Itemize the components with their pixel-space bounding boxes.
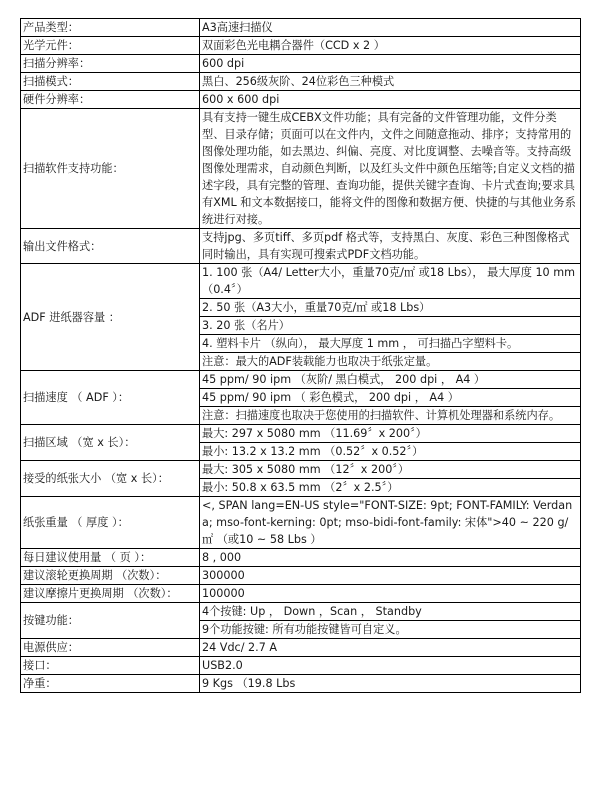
spec-value-cell: 9 Kgs （19.8 Lbs: [200, 675, 581, 693]
spec-value-cell: 300000: [200, 567, 581, 585]
spec-value-cell: 24 Vdc/ 2.7 A: [200, 639, 581, 657]
spec-row: [21, 657, 581, 675]
spec-row: [21, 549, 581, 567]
spec-label-cell: 每日建议使用量 （ 页 ）：: [21, 549, 200, 567]
spec-value-cell: 45 ppm/ 90 ipm （灰阶/ 黑白模式， 200 dpi ， A4 ）: [200, 371, 581, 389]
spec-label-cell: 产品类型：: [21, 19, 200, 37]
spec-label-cell: 建议摩擦片更换周期 （次数）：: [21, 585, 200, 603]
spec-label-cell: ADF 进纸器容量 ：: [21, 264, 200, 371]
spec-label-cell: 硬件分辨率：: [21, 91, 200, 109]
spec-row: [21, 55, 581, 73]
spec-value-cell: 4. 塑料卡片 （纵向）， 最大厚度 1 mm ， 可扫描凸字塑料卡。: [200, 335, 581, 353]
spec-value-cell: 600 dpi: [200, 55, 581, 73]
spec-value-cell: 双面彩色光电耦合器件（CCD x 2 ）: [200, 37, 581, 55]
spec-row: [21, 675, 581, 693]
spec-value-cell: 45 ppm/ 90 ipm （ 彩色模式， 200 dpi ， A4 ）: [200, 389, 581, 407]
spec-value-cell: 最大: 297 x 5080 mm （11.69〞x 200〞）: [200, 425, 581, 443]
spec-row: [21, 73, 581, 91]
spec-label-cell: 扫描分辨率：: [21, 55, 200, 73]
spec-row: [21, 37, 581, 55]
spec-value-cell: <, SPAN lang=EN-US style="FONT-SIZE: 9pt; FONT-FAMILY: Verdana; mso-font-kerning: 0pt; mso-bidi-font-family: 宋体">40 ~ 220 g/㎡ （或10 ~ 58 Lbs ）: [200, 497, 581, 549]
spec-label-cell: 纸张重量 （ 厚度 ）：: [21, 497, 200, 549]
spec-label-cell: 接口：: [21, 657, 200, 675]
spec-label-cell: 扫描软件支持功能：: [21, 109, 200, 229]
spec-value-cell: 1. 100 张（A4/ Letter大小，重量70克/㎡ 或18 Lbs）， 最大厚度 10 mm （0.4〞）: [200, 264, 581, 299]
spec-table-body: [21, 19, 581, 693]
spec-value-cell: 注意：最大的ADF装载能力也取决于纸张定量。: [200, 353, 581, 371]
spec-value-cell: 3. 20 张（名片）: [200, 317, 581, 335]
spec-row: [21, 567, 581, 585]
spec-value-cell: 最小: 13.2 x 13.2 mm （0.52〞x 0.52〞）: [200, 443, 581, 461]
spec-value-cell: 600 x 600 dpi: [200, 91, 581, 109]
spec-value-cell: 注意：扫描速度也取决于您使用的扫描软件、计算机处理器和系统内存。: [200, 407, 581, 425]
spec-label-cell: 建议滚轮更换周期 （次数）：: [21, 567, 200, 585]
spec-row: [21, 461, 581, 479]
spec-row: [21, 425, 581, 443]
spec-label-cell: 扫描模式：: [21, 73, 200, 91]
spec-value-cell: 具有支持一键生成CEBX文件功能；具有完备的文件管理功能，文件分类型、目录存储；页面可以在文件内，文件之间随意拖动、排序；支持常用的图像处理功能，如去黑边、纠偏、亮度、对比度调整、去噪音等。支持高级图像处理需求，自动颜色判断，以及红头文件中颜色压缩等;自定义文档的描述字段，具有完整的管理、查询功能，提供关键字查询、卡片式查询;要求具有XML 和文本数据接口，能将文件的图像和数据方便、快捷的与其他业务系统进行对接。: [200, 109, 581, 229]
spec-row: [21, 497, 581, 549]
spec-table: [20, 18, 581, 693]
spec-row: [21, 371, 581, 389]
spec-value-cell: USB2.0: [200, 657, 581, 675]
spec-label-cell: 扫描速度 （ ADF ）：: [21, 371, 200, 425]
spec-value-cell: 9个功能按键: 所有功能按键皆可自定义。: [200, 621, 581, 639]
spec-label-cell: 光学元件：: [21, 37, 200, 55]
spec-row: [21, 639, 581, 657]
spec-row: [21, 109, 581, 229]
spec-row: [21, 229, 581, 264]
spec-value-cell: 8 , 000: [200, 549, 581, 567]
spec-label-cell: 按键功能：: [21, 603, 200, 639]
spec-value-cell: 100000: [200, 585, 581, 603]
spec-label-cell: 扫描区域 （宽 x 长）：: [21, 425, 200, 461]
spec-value-cell: 黑白、256级灰阶、24位彩色三种模式: [200, 73, 581, 91]
spec-row: [21, 264, 581, 299]
spec-value-cell: 最大: 305 x 5080 mm （12〞x 200〞）: [200, 461, 581, 479]
spec-value-cell: 支持jpg、多页tiff、多页pdf 格式等，支持黑白、灰度、彩色三种图像格式同时输出，具有实现可搜索式PDF文档功能。: [200, 229, 581, 264]
spec-row: [21, 91, 581, 109]
spec-value-cell: 2. 50 张（A3大小，重量70克/㎡ 或18 Lbs）: [200, 299, 581, 317]
spec-value-cell: 4个按键: Up ， Down ，Scan ， Standby: [200, 603, 581, 621]
spec-label-cell: 接受的纸张大小 （宽 x 长）：: [21, 461, 200, 497]
spec-label-cell: 输出文件格式：: [21, 229, 200, 264]
spec-value-cell: A3高速扫描仪: [200, 19, 581, 37]
spec-row: [21, 19, 581, 37]
spec-label-cell: 净重：: [21, 675, 200, 693]
spec-row: [21, 603, 581, 621]
spec-label-cell: 电源供应：: [21, 639, 200, 657]
spec-row: [21, 585, 581, 603]
spec-value-cell: 最小: 50.8 x 63.5 mm （2〞x 2.5〞）: [200, 479, 581, 497]
